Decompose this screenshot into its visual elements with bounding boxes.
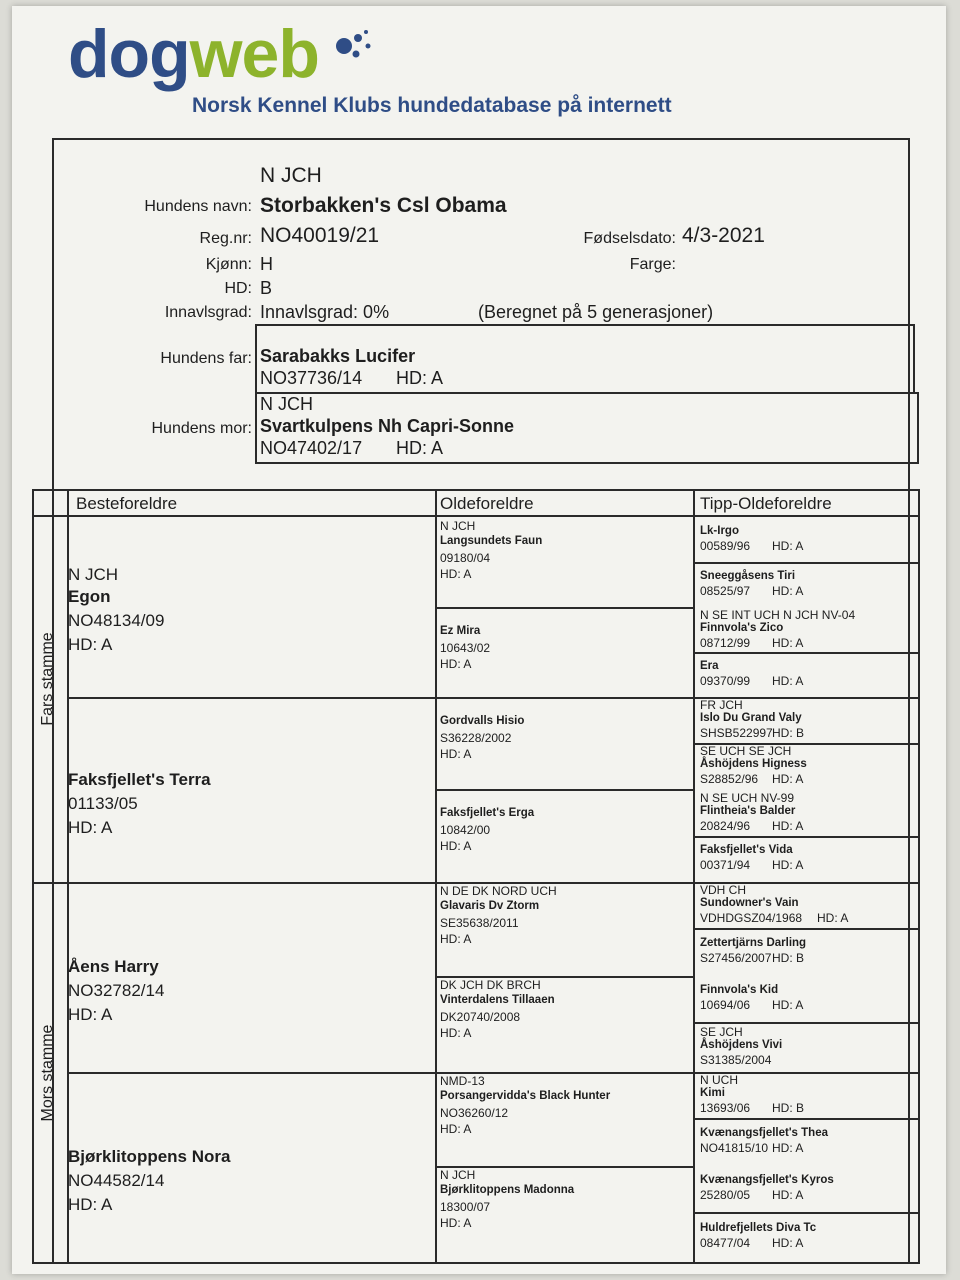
- ggp-hd: HD: A: [440, 657, 472, 671]
- gggp-title: N UCH: [700, 1073, 738, 1087]
- fars-stamme-label: Fars stamme: [39, 632, 56, 726]
- gp-reg: 01133/05: [68, 794, 138, 813]
- mother-reg: NO47402/17: [260, 438, 363, 458]
- reg-label: Reg.nr:: [199, 230, 252, 247]
- dogweb-logo: [68, 16, 672, 117]
- mother-hd: HD: A: [396, 438, 444, 458]
- gp-reg: NO32782/14: [68, 981, 165, 1000]
- gp-title: N JCH: [68, 565, 119, 584]
- ggp-reg: SE35638/2011: [440, 916, 519, 930]
- gggp-hd: HD: A: [817, 911, 849, 925]
- gggp-hd: HD: A: [772, 1236, 804, 1250]
- gggp-reg: 09370/99: [700, 674, 751, 688]
- gggp-hd: HD: A: [772, 772, 804, 786]
- ggp-title: N JCH: [440, 519, 476, 533]
- hd-label: HD:: [224, 280, 252, 297]
- ggp-title: NMD-13: [440, 1074, 485, 1088]
- logo-subtitle: Norsk Kennel Klubs hundedatabase på internett: [192, 94, 672, 117]
- father-name: Sarabakks Lucifer: [260, 346, 416, 366]
- gggp-reg: 00589/96: [700, 539, 751, 553]
- logo-dots-icon: [326, 26, 386, 66]
- gp-hd: HD: A: [68, 1005, 113, 1024]
- gggp-title: SE UCH SE JCH: [700, 744, 792, 758]
- gggp-name: Huldrefjellets Diva Tc: [700, 1222, 817, 1234]
- father-hd: HD: A: [396, 368, 444, 388]
- gggp-name: Finnvola's Kid: [700, 984, 779, 996]
- gggp-reg: 25280/05: [700, 1188, 751, 1202]
- gggp-hd: HD: A: [772, 1141, 804, 1155]
- mother-name: Svartkulpens Nh Capri-Sonne: [260, 416, 515, 436]
- gggp-hd: HD: A: [772, 539, 804, 553]
- document-page: [12, 6, 946, 1274]
- logo-dog-text: dog: [68, 16, 190, 92]
- ggp-hd: HD: A: [440, 1026, 472, 1040]
- ggp-name: Langsundets Faun: [440, 535, 543, 547]
- dog-hd: B: [260, 278, 273, 298]
- ggp-hd: HD: A: [440, 567, 472, 581]
- mother-label: Hundens mor:: [151, 420, 252, 437]
- gggp-hd: HD: A: [772, 584, 804, 598]
- gggp-name: Kimi: [700, 1087, 725, 1099]
- sex-label: Kjønn:: [205, 256, 252, 273]
- gggp-reg: S31385/2004: [700, 1053, 772, 1067]
- gp-name: Bjørklitoppens Nora: [68, 1147, 231, 1166]
- gggp-reg: 08525/97: [700, 584, 751, 598]
- ggp-title: N DE DK NORD UCH: [440, 884, 557, 898]
- gggp-hd: HD: A: [772, 998, 804, 1012]
- dog-name: Storbakken's Csl Obama: [260, 194, 507, 217]
- ggp-reg: DK20740/2008: [440, 1010, 521, 1024]
- gggp-hd: HD: A: [772, 858, 804, 872]
- gggp-name: Lk-Irgo: [700, 525, 739, 537]
- ggp-hd: HD: A: [440, 747, 472, 761]
- ggp-name: Glavaris Dv Ztorm: [440, 900, 540, 912]
- ggp-name: Vinterdalens Tillaaen: [440, 994, 555, 1006]
- gp-hd: HD: A: [68, 818, 113, 837]
- ggp-title: DK JCH DK BRCH: [440, 978, 541, 992]
- ggp-reg: 10842/00: [440, 823, 491, 837]
- ggp-reg: 18300/07: [440, 1200, 491, 1214]
- gp-name: Egon: [68, 587, 111, 606]
- gp-hd: HD: A: [68, 1195, 113, 1214]
- gggp-name: Era: [700, 660, 719, 672]
- ggp-reg: 10643/02: [440, 641, 491, 655]
- ggp-reg: S36228/2002: [440, 731, 512, 745]
- header-besteforeldre: Besteforeldre: [76, 494, 178, 513]
- ggp-name: Gordvalls Hisio: [440, 715, 525, 727]
- father-reg: NO37736/14: [260, 368, 363, 388]
- ggp-name: Ez Mira: [440, 625, 481, 637]
- gggp-hd: HD: B: [772, 1101, 805, 1115]
- ggp-name: Porsangervidda's Black Hunter: [440, 1090, 611, 1102]
- gggp-name: Kvænangsfjellet's Thea: [700, 1127, 828, 1139]
- gp-reg: NO48134/09: [68, 611, 165, 630]
- gggp-reg: NO41815/10: [700, 1141, 769, 1155]
- gggp-reg: 08477/04: [700, 1236, 751, 1250]
- inbreed-note: (Beregnet på 5 generasjoner): [478, 302, 714, 322]
- color-label: Farge:: [629, 256, 676, 273]
- header-tipp-oldeforeldre: Tipp-Oldeforeldre: [700, 494, 832, 513]
- ggp-reg: 09180/04: [440, 551, 491, 565]
- gggp-hd: HD: B: [772, 951, 805, 965]
- father-label: Hundens far:: [160, 350, 252, 367]
- gggp-name: Åshöjdens Vivi: [700, 1039, 783, 1051]
- gggp-reg: SHSB522997: [700, 726, 773, 740]
- dog-inbreed: Innavlsgrad: 0%: [260, 302, 390, 322]
- birth-label: Fødselsdato:: [583, 230, 676, 247]
- gp-name: Faksfjellet's Terra: [68, 770, 211, 789]
- ggp-reg: NO36260/12: [440, 1106, 509, 1120]
- ggp-hd: HD: A: [440, 1216, 472, 1230]
- gp-hd: HD: A: [68, 635, 113, 654]
- inbreed-label: Innavlsgrad:: [164, 304, 252, 321]
- gggp-title: FR JCH: [700, 698, 743, 712]
- gggp-reg: 13693/06: [700, 1101, 751, 1115]
- gp-reg: NO44582/14: [68, 1171, 165, 1190]
- gggp-title: SE JCH: [700, 1025, 743, 1039]
- gggp-title: N SE INT UCH N JCH NV-04: [700, 608, 856, 622]
- gggp-hd: HD: B: [772, 726, 805, 740]
- dog-reg: NO40019/21: [260, 224, 380, 247]
- gggp-name: Kvænangsfjellet's Kyros: [700, 1174, 834, 1186]
- ggp-hd: HD: A: [440, 932, 472, 946]
- dog-sex: H: [260, 254, 273, 274]
- ggp-name: Bjørklitoppens Madonna: [440, 1184, 575, 1196]
- gggp-name: Finnvola's Zico: [700, 622, 784, 634]
- gggp-reg: 00371/94: [700, 858, 751, 872]
- gggp-hd: HD: A: [772, 819, 804, 833]
- dog-birth: 4/3-2021: [682, 224, 765, 247]
- gggp-name: Sundowner's Vain: [700, 897, 799, 909]
- gp-name: Åens Harry: [68, 957, 159, 976]
- gggp-reg: 20824/96: [700, 819, 751, 833]
- gggp-reg: 08712/99: [700, 636, 751, 650]
- gggp-name: Faksfjellet's Vida: [700, 844, 793, 856]
- gggp-title: VDH CH: [700, 883, 747, 897]
- dog-title: N JCH: [260, 164, 322, 187]
- gggp-name: Zettertjärns Darling: [700, 937, 807, 949]
- gggp-name: Flintheia's Balder: [700, 805, 796, 817]
- ggp-title: N JCH: [440, 1168, 476, 1182]
- name-label: Hundens navn:: [144, 198, 252, 215]
- gggp-reg: 10694/06: [700, 998, 751, 1012]
- gggp-hd: HD: A: [772, 1188, 804, 1202]
- gggp-reg: S27456/2007: [700, 951, 772, 965]
- gggp-reg: VDHDGSZ04/1968: [700, 911, 803, 925]
- gggp-hd: HD: A: [772, 674, 804, 688]
- ggp-name: Faksfjellet's Erga: [440, 807, 535, 819]
- gggp-title: N SE UCH NV-99: [700, 791, 795, 805]
- ggp-hd: HD: A: [440, 839, 472, 853]
- gggp-name: Åshöjdens Higness: [700, 758, 807, 770]
- mors-stamme-label: Mors stamme: [39, 1024, 56, 1122]
- gggp-name: Islo Du Grand Valy: [700, 712, 802, 724]
- gggp-hd: HD: A: [772, 636, 804, 650]
- ggp-hd: HD: A: [440, 1122, 472, 1136]
- logo-web-text: web: [189, 16, 319, 92]
- mother-title: N JCH: [260, 394, 313, 414]
- gggp-reg: S28852/96: [700, 772, 759, 786]
- header-oldeforeldre: Oldeforeldre: [440, 494, 534, 513]
- gggp-name: Sneeggåsens Tiri: [700, 570, 796, 582]
